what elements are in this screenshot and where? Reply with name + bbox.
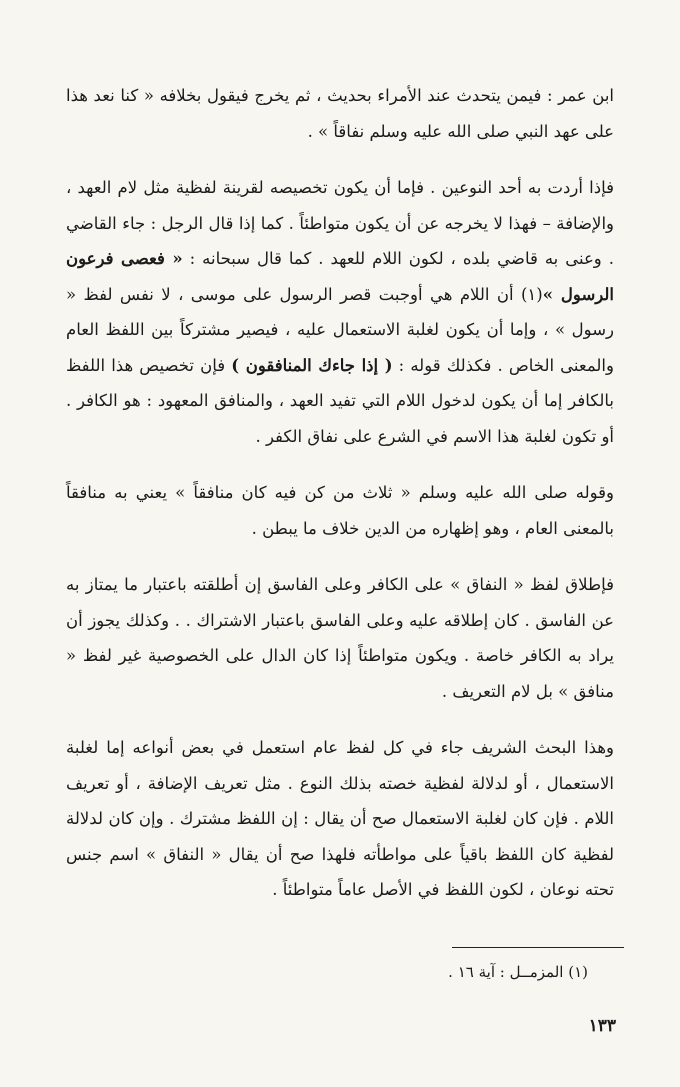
- paragraph-3: [66, 475, 614, 546]
- body-text: [66, 78, 614, 908]
- paragraph-5: [66, 730, 614, 908]
- text-segment: فإطلاق لفظ « النفاق » على الكافر وعلى الفاسق إن أطلقته باعتبار ما يمتاز به عن الفاسق . كان إطلاقه عليه وعلى الفاسق باعتبار الاشتراك . . وكذلك يجوز أن يراد به الكافر خاصة . ويكون متواطئاً إذا كان الدال على الخصوصية غير لفظ « منافق » بل لام التعريف .: [66, 575, 614, 701]
- paragraph-1: [66, 78, 614, 149]
- footnote-divider: [452, 947, 624, 948]
- text-segment: فإذا أردت به أحد النوعين . فإما أن يكون تخصيصه لقرينة لفظية مثل لام العهد ، والإضافة – فهذا لا يخرجه عن أن يكون متواطئاً . كما إذا قال الرجل : جاء القاضي . وعنى به قاضي بلده ، لكون اللام للعهد . كما قال سبحانه :: [66, 178, 614, 268]
- text-segment: وقوله صلى الله عليه وسلم « ثلاث من كن فيه كان منافقاً » يعني به منافقاً بالمعنى العام ، وهو إظهاره من الدين خلاف ما يبطن .: [66, 483, 614, 538]
- page-number: ١٣٣: [588, 1016, 616, 1036]
- paragraph-4: [66, 567, 614, 709]
- text-segment: ابن عمر : فيمن يتحدث عند الأمراء بحديث ، ثم يخرج فيقول بخلافه « كنا نعد هذا على عهد النبي صلى الله عليه وسلم نفاقاً » .: [66, 86, 614, 141]
- footnote: (١) المزمــل : آية ١٦ .: [448, 963, 588, 981]
- paragraph-2: [66, 170, 614, 454]
- text-segment: فإن تخصيص هذا اللفظ بالكافر إما أن يكون لدخول اللام التي تفيد العهد ، والمنافق المعهود : هو الكافر . أو تكون لغلبة هذا الاسم في الشرع على نفاق الكفر .: [66, 355, 614, 446]
- text-segment: وهذا البحث الشريف جاء في كل لفظ عام استعمل في بعض أنواعه إما لغلبة الاستعمال ، أو لدلالة لفظية خصته بذلك النوع . مثل تعريف الإضافة ، أو تعريف اللام . فإن كان لغلبة الاستعمال صح أن يقال : إن اللفظ مشترك . وإن كان لدلالة لفظية كان اللفظ باقياً على مواطأته فلهذا صح أن يقال « النفاق » اسم جنس تحته نوعان ، لكون اللفظ في الأصل عاماً متواطئاً .: [66, 738, 614, 899]
- quran-quote: « فعصى فرعون الرسول »: [66, 249, 614, 304]
- text-segment: (١) أن اللام هي أوجبت قصر الرسول على موسى ، لا نفس لفظ « رسول » ، وإما أن يكون لغلبة الاستعمال عليه ، فيصير مشتركاً بين اللفظ العام والمعنى الخاص . فكذلك قوله :: [66, 284, 614, 375]
- quran-quote: ( إذا جاءك المنافقون ): [231, 355, 393, 375]
